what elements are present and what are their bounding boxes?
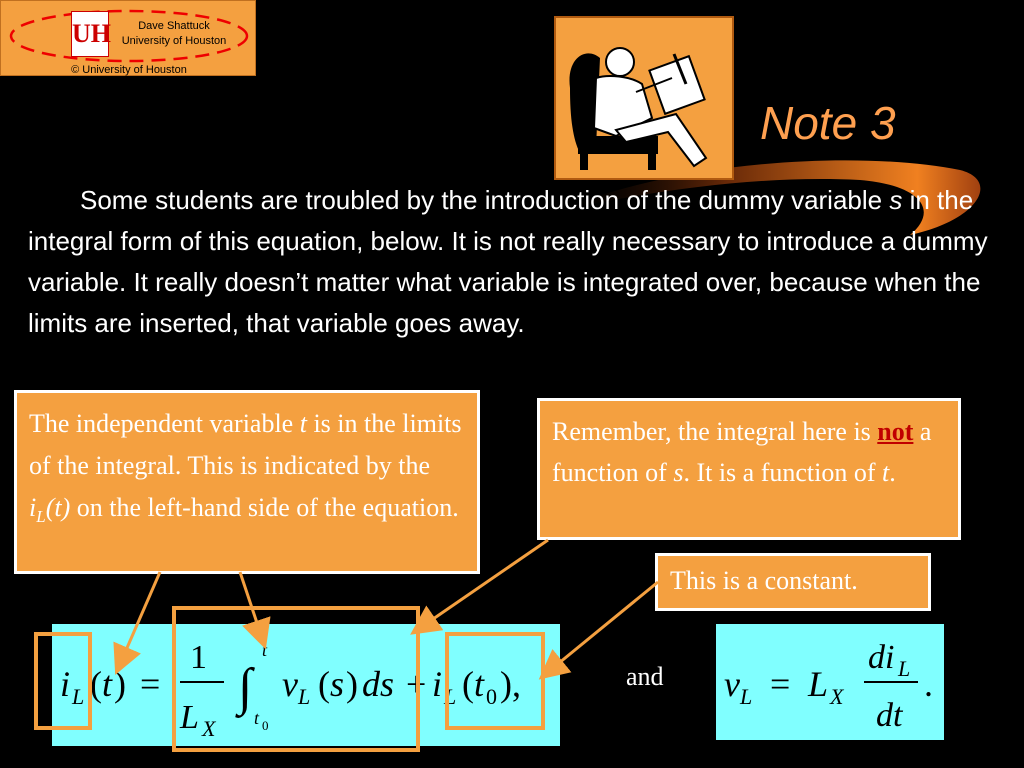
svg-text:i: i (60, 664, 71, 704)
svg-text:t: t (254, 708, 260, 728)
slide-title: Note 3 (760, 97, 896, 149)
arrow-to-constant (548, 582, 658, 672)
svg-text:=: = (140, 664, 161, 704)
svg-text:L: L (808, 664, 829, 704)
svg-text:+: + (406, 664, 427, 704)
note-text: on the left-hand side of the equation. (76, 493, 459, 522)
emphasis-not: not (877, 417, 914, 446)
arrow-to-il-t (120, 572, 160, 664)
svg-text:dt: dt (876, 697, 903, 734)
svg-text:t: t (474, 664, 485, 704)
svg-text:1: 1 (190, 639, 207, 676)
svg-text:L: L (180, 699, 199, 736)
svg-text:ds: ds (362, 664, 395, 704)
svg-text:t: t (102, 664, 113, 704)
paragraph-text-2: in the integral form of this equation, below. It is not really necessary to introduce a dummy variable. It really doesn’t matter what variable is integrated over, because when the limits are inserted, that variable goes away. (28, 185, 988, 338)
svg-text:0: 0 (262, 718, 269, 733)
svg-text:(: ( (318, 664, 330, 704)
svg-text:i: i (432, 664, 443, 704)
svg-text:s: s (330, 664, 345, 704)
svg-text:L: L (72, 684, 85, 709)
dummy-variable-s: s (889, 185, 903, 215)
note-text: Remember, the integral here is (552, 417, 871, 446)
svg-text:∫: ∫ (238, 659, 253, 716)
iL-symbol: $i_L(t)$ (29, 493, 71, 527)
svg-text:v: v (282, 664, 298, 704)
svg-text:X: X (202, 716, 216, 741)
logo-author: Dave Shattuck (138, 20, 210, 32)
svg-text:): ) (346, 664, 358, 704)
logo-copyright: © University of Houston (71, 64, 187, 76)
svg-text:=: = (770, 664, 791, 704)
svg-text:X: X (830, 684, 844, 709)
arrow-to-upper-limit (240, 572, 262, 638)
svg-text:): ) (114, 664, 126, 704)
var-s: s (673, 458, 684, 487)
svg-text:0: 0 (486, 684, 497, 709)
svg-text:t: t (262, 640, 268, 660)
svg-text:L: L (444, 684, 457, 709)
note-text: a function of (552, 417, 932, 487)
svg-text:L: L (898, 656, 911, 681)
paragraph-text-1: Some students are troubled by the introduction of the dummy variable (80, 185, 883, 215)
arrow-to-integral (420, 540, 548, 628)
svg-text:L: L (298, 684, 311, 709)
svg-text:(: ( (462, 664, 474, 704)
note-text: . It is a function of (683, 458, 876, 487)
svg-text:L: L (740, 684, 753, 709)
svg-text:di: di (868, 639, 895, 676)
svg-text:(: ( (90, 664, 102, 704)
svg-text:v: v (724, 664, 740, 704)
var-t: t (299, 409, 307, 438)
note-text: . (889, 458, 896, 487)
note-text: The independent variable (29, 409, 294, 438)
note-text: is in the limits of the integral. This is indicated by the (29, 409, 462, 480)
var-t: t (882, 458, 890, 487)
logo-org: University of Houston (121, 35, 227, 47)
uh-logo-icon: UH (71, 11, 109, 57)
svg-text:),: ), (500, 664, 521, 704)
note-constant: This is a constant. (655, 553, 931, 611)
svg-text:.: . (924, 664, 933, 704)
and-label: and (626, 662, 664, 691)
